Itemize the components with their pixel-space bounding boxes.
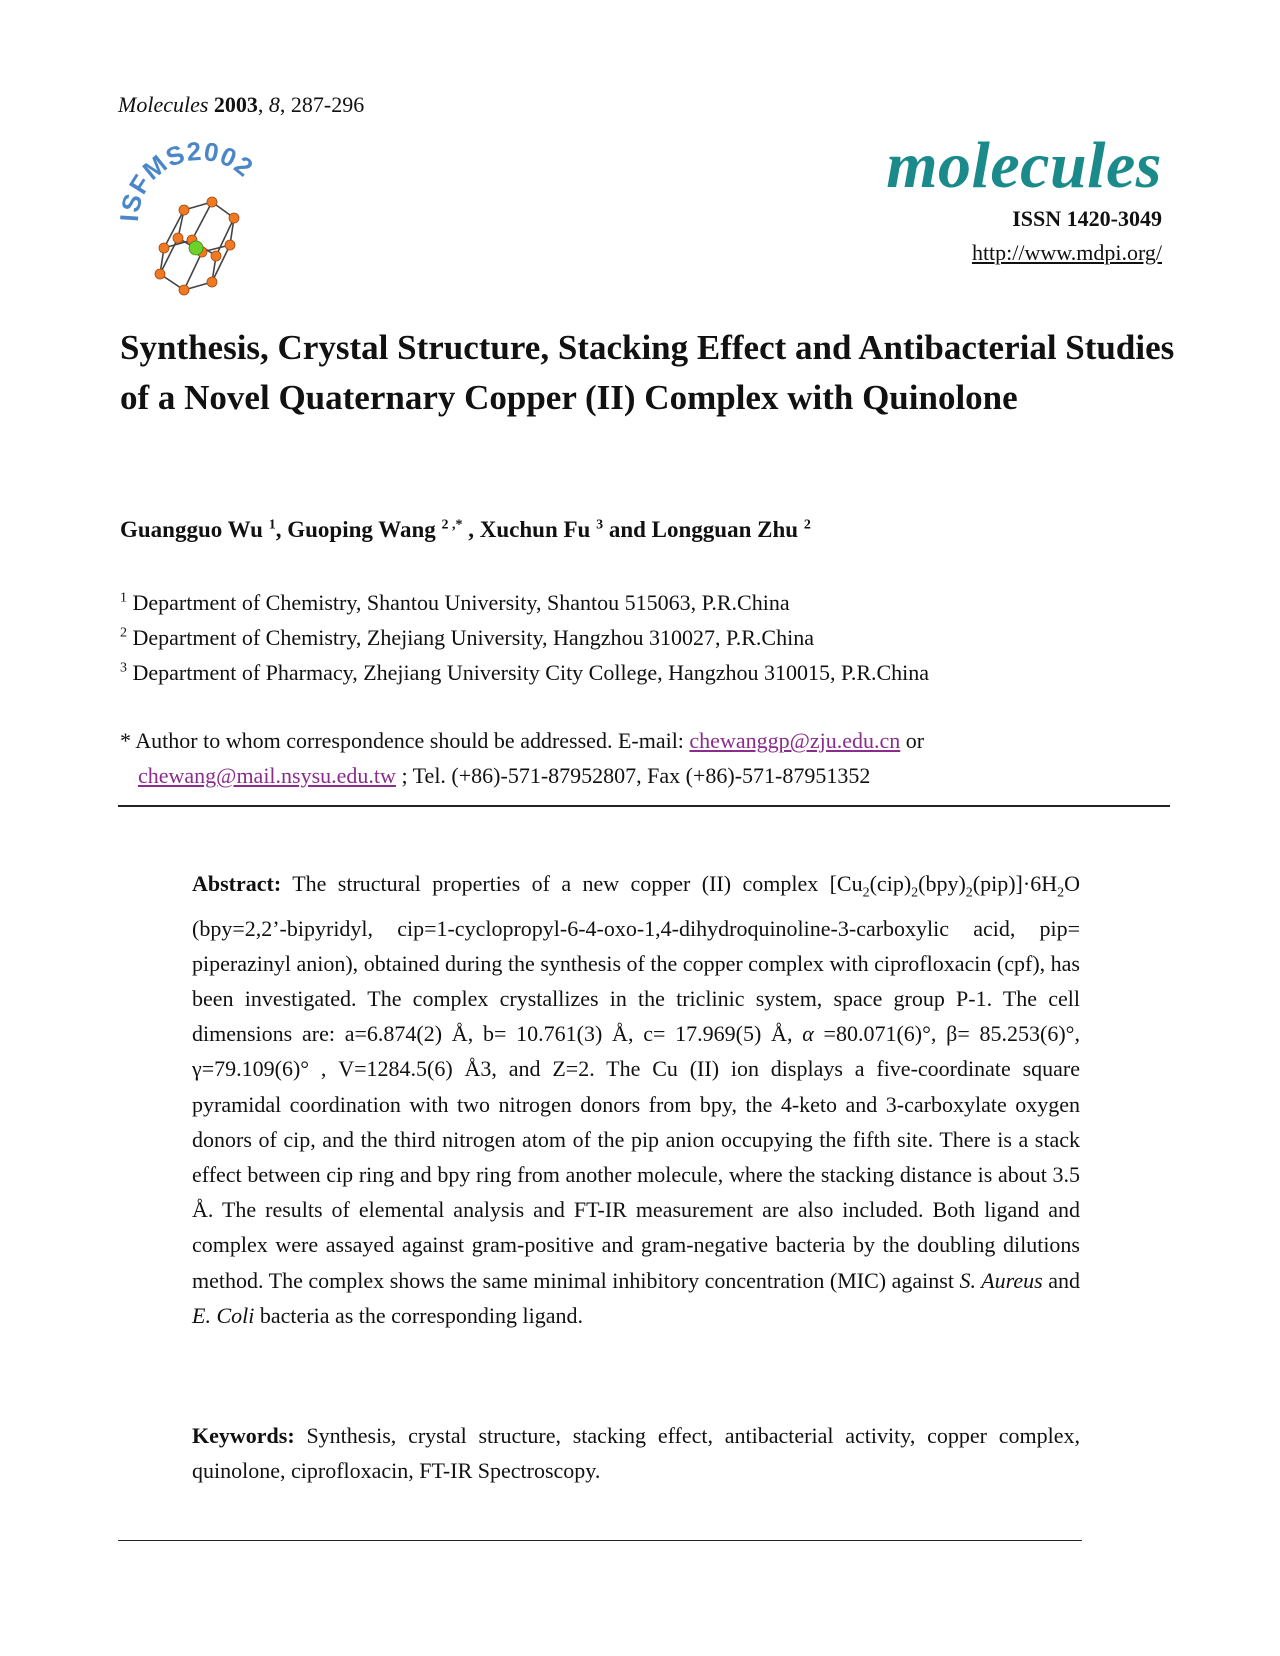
- contact-phone-fax: ; Tel. (+86)-571-87952807, Fax (+86)-571-87951352: [401, 763, 871, 788]
- author-separator: ,: [275, 517, 288, 542]
- journal-url-link[interactable]: http://www.mdpi.org/: [971, 240, 1162, 265]
- abstract-text: (cip): [869, 871, 912, 896]
- affiliation-text: Department of Chemistry, Zhejiang University, Hangzhou 310027, P.R.China: [132, 625, 814, 650]
- author-mark: 2 ,*: [441, 517, 463, 533]
- species-name: S. Aureus: [959, 1267, 1043, 1293]
- correspondence-lead: * Author to whom correspondence should be addressed. E-mail:: [120, 728, 684, 753]
- abstract: [192, 866, 1080, 1333]
- abstract-text: The structural properties of a new copper (II) complex [Cu: [292, 871, 863, 896]
- author-mark: 2: [803, 517, 811, 533]
- email-link-nsysu[interactable]: chewang@mail.nsysu.edu.tw: [138, 763, 396, 788]
- keywords-text: Synthesis, crystal structure, stacking effect, antibacterial activity, copper complex, quinolone, ciprofloxacin, FT-IR Spectroscopy.: [192, 1423, 1080, 1483]
- keywords: [192, 1418, 1080, 1488]
- subscript: 2: [911, 885, 919, 901]
- abstract-text: (pip)]·6H: [972, 871, 1058, 896]
- author-name: Guangguo Wu: [120, 517, 263, 542]
- footer-divider: [118, 1540, 1082, 1541]
- abstract-text: O (bpy=2,2’-bipyridyl, cip=1-cyclopropyl-6-4-oxo-1,4-dihydroquinoline-3-carboxylic acid, pip= piperazinyl anion), obtained during the synthesis of the copper complex with ciprofloxacin (cpf), has been investigated. The complex crystallizes in the triclinic system, space group P-1. The cell dimensions are: a=6.874(2) Å, b= 10.761(3) Å, c= 17.969(5) Å,: [192, 871, 1080, 1047]
- isfms-logo: [112, 140, 282, 302]
- abstract-text: =80.071(6)°, β= 85.253(6)°, γ=79.109(6)° , V=1284.5(6) Å3, and Z=2. The Cu (II) ion displays a five-coordinate square pyramidal coordination with two nitrogen donors from bpy, the 4-keto and 3-carboxylate oxygen donors of cip, and the third nitrogen atom of the pip anion occupying the fifth site. There is a stack effect between cip ring and bpy ring from another molecule, where the stacking distance is about 3.5 Å. The results of elemental analysis and FT-IR measurement are also included. Both ligand and complex were assayed against gram-positive and gram-negative bacteria by the doubling dilutions method. The complex shows the same minimal inhibitory concentration (MIC) against: [192, 1021, 1080, 1293]
- affiliation-mark: 1: [120, 590, 127, 606]
- author-separator: and: [603, 517, 652, 542]
- alpha-symbol: α: [802, 1021, 814, 1047]
- affiliation-text: Department of Chemistry, Shantou University, Shantou 515063, P.R.China: [132, 590, 790, 615]
- author-name: Xuchun Fu: [479, 517, 591, 542]
- subscript: 2: [965, 885, 973, 901]
- correspondence-line-2: [138, 763, 870, 789]
- author-separator: ,: [462, 517, 480, 542]
- journal-brand: molecules: [886, 129, 1162, 202]
- author-name: Guoping Wang: [287, 517, 436, 542]
- affiliation: [120, 660, 929, 686]
- keywords-label: Keywords:: [192, 1423, 295, 1448]
- abstract-text: and: [1042, 1267, 1080, 1293]
- correspondence-line-1: [120, 728, 924, 754]
- header-divider: [118, 805, 1170, 807]
- affiliation-mark: 2: [120, 625, 127, 641]
- abstract-text: bacteria as the corresponding ligand.: [254, 1302, 584, 1328]
- citation-year: 2003: [213, 92, 258, 117]
- abstract-text: (bpy): [918, 871, 966, 896]
- author-list: [120, 517, 811, 543]
- author-mark: 1: [268, 517, 276, 533]
- author-name: Longguan Zhu: [651, 517, 799, 542]
- species-name: E. Coli: [192, 1302, 255, 1328]
- paper-title: Synthesis, Crystal Structure, Stacking Effect and Antibacterial Studies of a Novel Quaternary Copper (II) Complex with Quinolone: [120, 328, 1175, 417]
- affiliation-mark: 3: [120, 660, 127, 676]
- citation-volume: 8: [268, 92, 280, 117]
- logo-text: ISFMS2002: [113, 140, 260, 223]
- subscript: 2: [1057, 885, 1065, 901]
- affiliation: [120, 590, 790, 616]
- email-link-zju[interactable]: chewanggp@zju.edu.cn: [689, 728, 901, 753]
- citation-pages: 287-296: [290, 92, 365, 117]
- abstract-label: Abstract:: [192, 871, 282, 896]
- author-mark: 3: [596, 517, 604, 533]
- affiliation: [120, 625, 814, 651]
- citation-line: Molecules 2003, 8, 287-296: [118, 92, 365, 117]
- journal-name: Molecules: [118, 92, 209, 117]
- correspondence-or: or: [905, 728, 925, 753]
- subscript: 2: [862, 885, 870, 901]
- affiliation-text: Department of Pharmacy, Zhejiang University City College, Hangzhou 310015, P.R.China: [132, 660, 930, 685]
- issn: ISSN 1420-3049: [1012, 206, 1162, 231]
